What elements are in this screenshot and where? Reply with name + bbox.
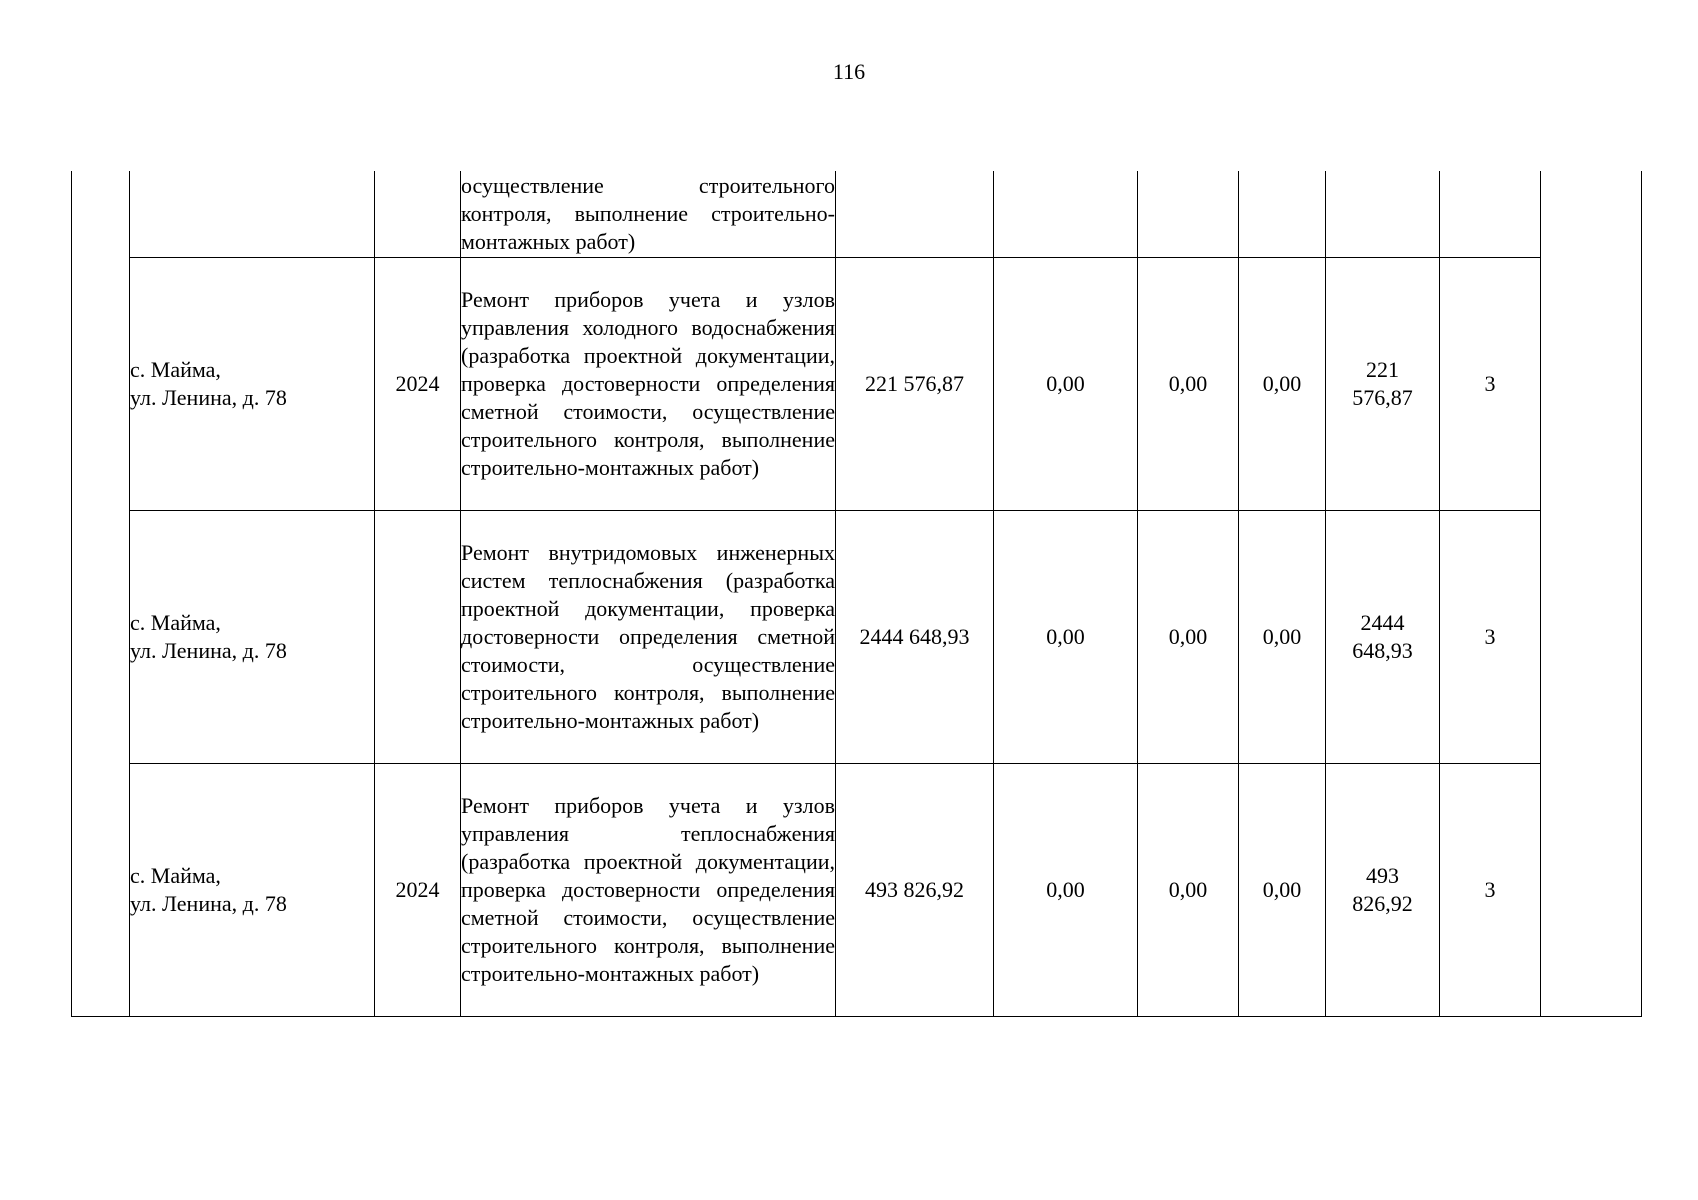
value4-line: 576,87 xyxy=(1352,384,1413,410)
address-cell xyxy=(130,510,375,763)
value4-line: 2444 xyxy=(1360,609,1405,635)
value4-cell xyxy=(1326,763,1440,1016)
address-cell xyxy=(130,763,375,1016)
works-table xyxy=(71,171,1642,1017)
value1-cell: 0,00 xyxy=(994,257,1138,510)
code-cell: 3 xyxy=(1440,257,1541,510)
year-cell xyxy=(375,171,461,257)
table-row xyxy=(72,257,1642,510)
value4-line: 826,92 xyxy=(1352,890,1413,916)
value3-cell: 0,00 xyxy=(1239,510,1326,763)
address-line: с. Майма, xyxy=(130,609,221,635)
address-line: ул. Ленина, д. 78 xyxy=(130,384,287,410)
value4-cell xyxy=(1326,510,1440,763)
address-cell xyxy=(130,171,375,257)
total-cell xyxy=(836,171,994,257)
total-cell: 2444 648,93 xyxy=(836,510,994,763)
table-row-continuation xyxy=(72,171,1642,257)
value2-cell: 0,00 xyxy=(1138,257,1239,510)
value4-line: 221 xyxy=(1366,356,1399,382)
code-cell xyxy=(1440,171,1541,257)
total-cell: 493 826,92 xyxy=(836,763,994,1016)
table-row xyxy=(72,763,1642,1016)
description-cell: Ремонт внутридомовых инженерных систем теплоснабжения (разработка проектной документации, проверка достоверности определения сметной стоимости, осуществление строительного контроля, выполнение строительно-монтажных работ) xyxy=(461,510,836,763)
value1-cell: 0,00 xyxy=(994,510,1138,763)
value3-cell xyxy=(1239,171,1326,257)
description-cell: Ремонт приборов учета и узлов управления холодного водоснабжения (разработка проектной документации, проверка достоверности определения сметной стоимости, осуществление строительного контроля, выполнение строительно-монтажных работ) xyxy=(461,257,836,510)
address-line: с. Майма, xyxy=(130,356,221,382)
address-line: с. Майма, xyxy=(130,862,221,888)
notes-cell xyxy=(1541,171,1642,1016)
value2-cell xyxy=(1138,171,1239,257)
total-cell: 221 576,87 xyxy=(836,257,994,510)
description-cell: Ремонт приборов учета и узлов управления теплоснабжения (разработка проектной документации, проверка достоверности определения сметной стоимости, осуществление строительного контроля, выполнение строительно-монтажных работ) xyxy=(461,763,836,1016)
value1-cell xyxy=(994,171,1138,257)
year-cell: 2024 xyxy=(375,257,461,510)
value4-cell xyxy=(1326,257,1440,510)
page-number: 116 xyxy=(832,59,866,84)
value2-cell: 0,00 xyxy=(1138,763,1239,1016)
table-row xyxy=(72,510,1642,763)
year-cell xyxy=(375,510,461,763)
address-cell xyxy=(130,257,375,510)
value2-cell: 0,00 xyxy=(1138,510,1239,763)
code-cell: 3 xyxy=(1440,763,1541,1016)
address-line: ул. Ленина, д. 78 xyxy=(130,637,287,663)
row-number-cell xyxy=(72,171,130,1016)
value4-line: 493 xyxy=(1366,862,1399,888)
description-text: осуществление строительного контроля, выполнение строительно-монтажных работ) xyxy=(461,172,835,254)
description-cell xyxy=(461,171,836,257)
value1-cell: 0,00 xyxy=(994,763,1138,1016)
value3-cell: 0,00 xyxy=(1239,257,1326,510)
address-line: ул. Ленина, д. 78 xyxy=(130,890,287,916)
value4-cell xyxy=(1326,171,1440,257)
value4-line: 648,93 xyxy=(1352,637,1413,663)
code-cell: 3 xyxy=(1440,510,1541,763)
year-cell: 2024 xyxy=(375,763,461,1016)
value3-cell: 0,00 xyxy=(1239,763,1326,1016)
